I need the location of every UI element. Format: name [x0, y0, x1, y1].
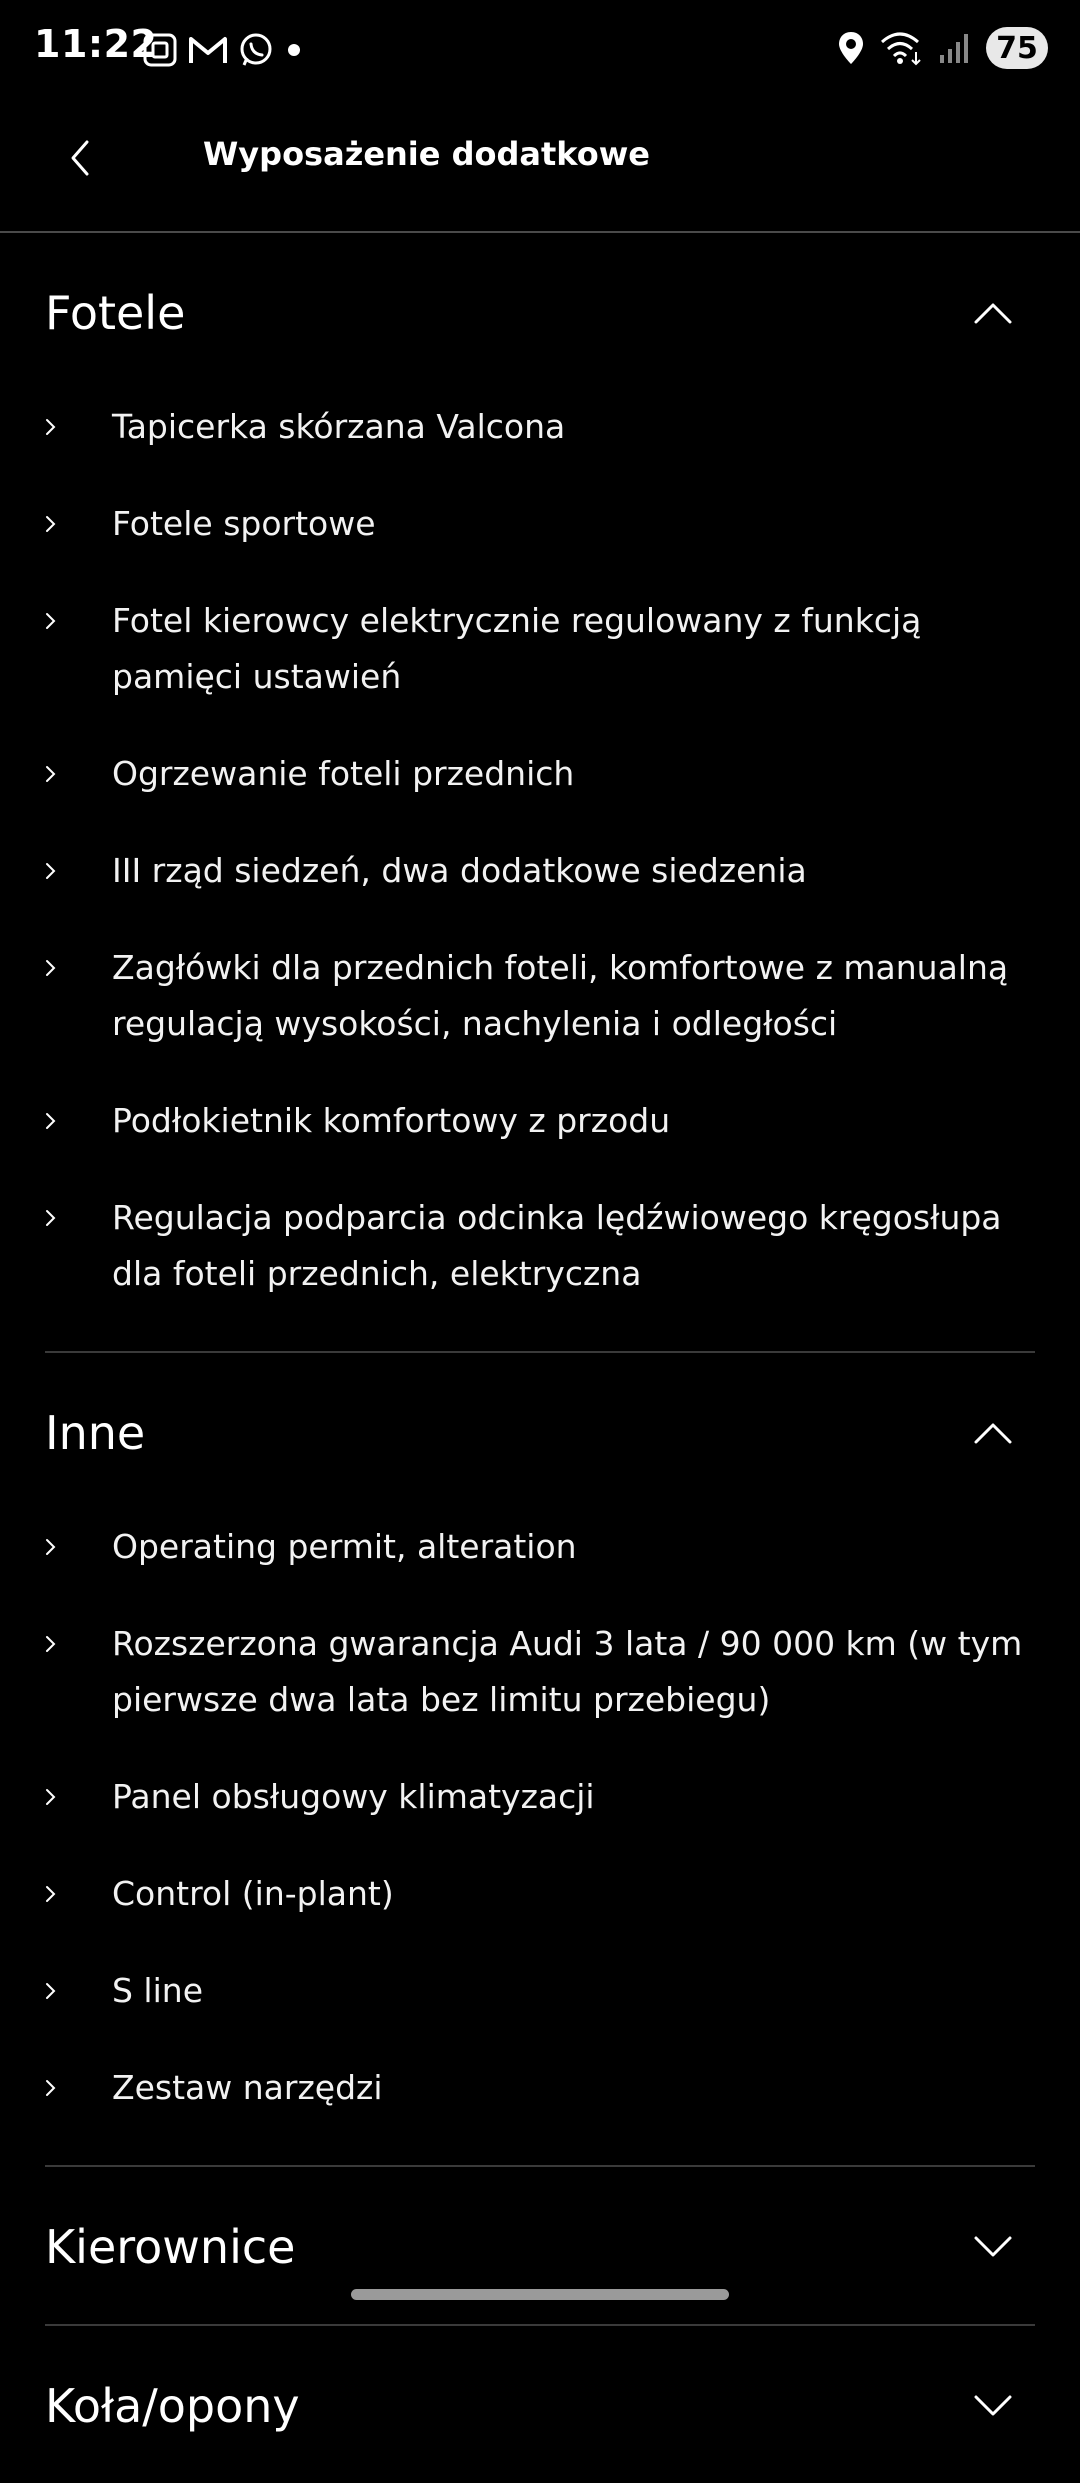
chevron-right-icon	[45, 1616, 61, 1672]
battery-level: 75	[986, 27, 1048, 69]
section-title: Koła/opony	[45, 2379, 300, 2433]
chevron-up-icon[interactable]	[965, 285, 1021, 341]
app-header	[0, 100, 1080, 233]
list-item[interactable]	[45, 391, 1035, 488]
section-title: Inne	[45, 1406, 146, 1460]
list-item[interactable]	[45, 1511, 1035, 1608]
chevron-right-icon	[45, 940, 61, 996]
chevron-left-icon	[65, 138, 95, 178]
status-icons-right	[822, 24, 1048, 72]
list-item[interactable]	[45, 1182, 1035, 1335]
chevron-right-icon	[45, 843, 61, 899]
gmail-icon	[188, 34, 228, 66]
item-label: Podłokietnik komfortowy z przodu	[112, 1101, 671, 1140]
item-label: Ogrzewanie foteli przednich	[112, 754, 575, 793]
list-item[interactable]	[45, 1085, 1035, 1182]
item-label: Fotel kierowcy elektrycznie regulowany z funkcją pamięci ustawień	[112, 601, 922, 696]
list-item[interactable]	[45, 1608, 1035, 1761]
list-item[interactable]	[45, 2052, 1035, 2149]
chevron-down-icon[interactable]	[965, 2378, 1021, 2434]
section-header-inne[interactable]	[45, 1353, 1035, 1511]
location-icon	[836, 30, 866, 66]
list-item[interactable]	[45, 1858, 1035, 1955]
list-item[interactable]	[45, 1955, 1035, 2052]
section-title: Kierownice	[45, 2220, 296, 2274]
item-label: Control (in-plant)	[112, 1874, 394, 1913]
chevron-right-icon	[45, 1769, 61, 1825]
chevron-right-icon	[45, 496, 61, 552]
chevron-right-icon	[45, 2060, 61, 2116]
item-label: Zagłówki dla przednich foteli, komfortowe z manualną regulacją wysokości, nachylenia i odległości	[112, 948, 1009, 1043]
whatsapp-icon	[238, 32, 274, 68]
section-inne	[45, 1353, 1035, 2167]
chevron-right-icon	[45, 1190, 61, 1246]
item-list-inne	[45, 1511, 1035, 2165]
item-label: Tapicerka skórzana Valcona	[112, 407, 566, 446]
section-header-kola-opony[interactable]	[45, 2326, 1035, 2483]
section-fotele	[45, 233, 1035, 1353]
item-label: Panel obsługowy klimatyzacji	[112, 1777, 595, 1816]
list-item[interactable]	[45, 738, 1035, 835]
section-title: Fotele	[45, 286, 186, 340]
section-header-kierownice[interactable]	[45, 2167, 1035, 2324]
item-list-fotele	[45, 391, 1035, 1351]
chevron-right-icon	[45, 746, 61, 802]
status-time: 11:22	[34, 22, 158, 66]
home-indicator[interactable]	[351, 2289, 729, 2300]
status-icons-left	[142, 28, 314, 72]
chevron-right-icon	[45, 593, 61, 649]
list-item[interactable]	[45, 488, 1035, 585]
status-bar	[0, 0, 1080, 100]
chevron-right-icon	[45, 399, 61, 455]
chevron-right-icon	[45, 1519, 61, 1575]
chevron-right-icon	[45, 1963, 61, 2019]
section-kola-opony	[45, 2326, 1035, 2483]
screenshot-icon	[142, 32, 178, 68]
item-label: Fotele sportowe	[112, 504, 376, 543]
item-label: Zestaw narzędzi	[112, 2068, 383, 2107]
list-item[interactable]	[45, 1761, 1035, 1858]
chevron-down-icon[interactable]	[965, 2219, 1021, 2275]
back-button[interactable]	[44, 122, 116, 194]
item-label: S line	[112, 1971, 203, 2010]
chevron-up-icon[interactable]	[965, 1405, 1021, 1461]
item-label: Regulacja podparcia odcinka lędźwiowego kręgosłupa dla foteli przednich, elektryczna	[112, 1198, 1002, 1293]
item-label: Rozszerzona gwarancja Audi 3 lata / 90 000 km (w tym pierwsze dwa lata bez limitu przebiegu)	[112, 1624, 1023, 1719]
wifi-icon	[880, 30, 924, 66]
dot-icon	[284, 40, 304, 60]
section-kierownice	[45, 2167, 1035, 2326]
list-item[interactable]	[45, 835, 1035, 932]
chevron-right-icon	[45, 1093, 61, 1149]
page-title: Wyposażenie dodatkowe	[203, 135, 650, 173]
item-label: III rząd siedzeń, dwa dodatkowe siedzenia	[112, 851, 807, 890]
item-label: Operating permit, alteration	[112, 1527, 577, 1566]
equipment-content	[0, 233, 1080, 2483]
list-item[interactable]	[45, 585, 1035, 738]
chevron-right-icon	[45, 1866, 61, 1922]
battery-indicator	[986, 27, 1048, 69]
section-header-fotele[interactable]	[45, 233, 1035, 391]
signal-icon	[938, 31, 972, 65]
list-item[interactable]	[45, 932, 1035, 1085]
